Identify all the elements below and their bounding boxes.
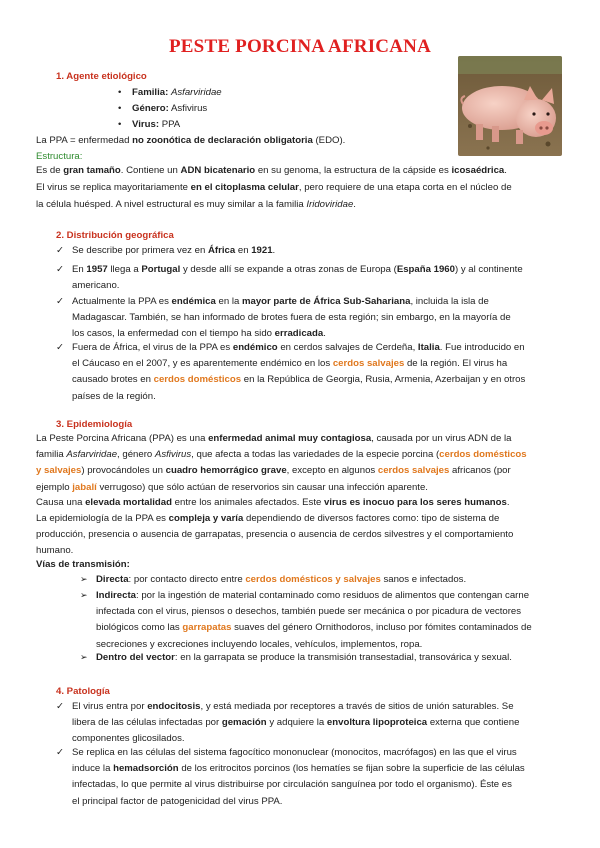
text: libera de las células infectadas por	[72, 717, 222, 729]
section-1-heading: 1. Agente etiológico	[56, 71, 147, 82]
via-indirecta	[96, 589, 564, 652]
virus-label: Virus:	[132, 119, 160, 130]
via-directa	[96, 573, 564, 587]
ppa-bold: no zoonótica de declaración obligatoria	[132, 135, 313, 146]
text: infectada con el virus, piensos o desechos, también puede ser mecánica o por picadura de vectores	[96, 606, 522, 618]
text: , género	[117, 449, 155, 461]
bullet-icon: •	[118, 87, 122, 98]
text-bold: Vías de transmisión:	[36, 559, 130, 570]
text: en su genoma, la estructura de la cápside es	[255, 165, 452, 176]
text-bold: cuadro hemorrágico grave	[165, 465, 287, 477]
text: secreciones y excreciones incluyendo locales, vehículos, implementos, ropa.	[96, 638, 423, 650]
text-italic: Iridoviridae	[306, 199, 354, 211]
text: y adquiere la	[266, 717, 327, 729]
check-icon: ✓	[56, 342, 65, 353]
text-bold: endémica	[171, 296, 216, 307]
text: suaves del género Ornithodoros, incluso por fómites contaminados de	[231, 622, 532, 634]
text: los casos, la enfermedad con el tiempo ha sido	[72, 328, 275, 340]
text: verrugoso) que sólo actúan de reservorios sin causar una infección aparente.	[96, 481, 428, 493]
text: . Fue introducido en	[439, 342, 525, 353]
virus-item	[118, 118, 180, 131]
text: El virus se replica mayoritariamente	[36, 182, 191, 194]
bullet-icon: •	[118, 119, 122, 130]
pato-item-1	[72, 700, 564, 747]
check-icon: ✓	[56, 245, 65, 256]
text: causado brotes en	[72, 374, 154, 386]
check-icon: ✓	[56, 264, 65, 275]
text-bold: Dentro del vector	[96, 652, 175, 663]
text: en	[235, 245, 252, 256]
pig-illustration	[458, 56, 562, 156]
epi-paragraph-3	[36, 512, 564, 559]
text: entre los animales afectados. Este	[172, 497, 324, 508]
text-bold: endocitosis	[147, 701, 201, 712]
highlight: garrapatas	[182, 622, 232, 634]
text: sanos e infectados.	[380, 574, 467, 585]
text: Causa una	[36, 497, 86, 508]
vias-heading	[36, 558, 564, 572]
text-bold: Italia	[417, 342, 440, 353]
text: .	[353, 199, 356, 211]
text: llega a	[107, 264, 142, 275]
highlight: cerdos domésticos y salvajes	[245, 574, 381, 585]
estructura-line-3	[36, 198, 564, 212]
pato-item-2	[72, 746, 564, 809]
text: . Contiene un	[120, 165, 181, 176]
text-bold: gemación	[221, 717, 267, 729]
text-bold: envoltura lipoproteica	[326, 717, 428, 729]
text-italic: Asfarviridae	[66, 449, 118, 461]
text: , y está mediada por receptores a través de sitios de unión saturables. Se	[200, 701, 514, 712]
genero-item	[118, 102, 207, 115]
ppa-text-end: (EDO).	[312, 135, 346, 146]
text: : por contacto directo entre	[128, 574, 246, 585]
text: Actualmente la PPA es	[72, 296, 172, 307]
section-3-heading: 3. Epidemiología	[56, 419, 133, 430]
text: en la República de Georgia, Rusia, Armenia, Azerbaijan y en otros	[241, 374, 526, 386]
text: , que afecta a todas las variedades de la especie porcina (	[191, 449, 440, 461]
genero-value: Asfivirus	[170, 103, 208, 114]
text-bold: Indirecta	[96, 590, 136, 601]
text: , pero requiere de una etapa corta en el núcleo de	[298, 182, 512, 194]
arrow-icon: ➢	[80, 574, 88, 584]
via-vector	[96, 651, 564, 665]
text-bold: hemadsorción	[113, 763, 179, 775]
ppa-definition	[36, 134, 345, 147]
arrow-icon: ➢	[80, 590, 88, 600]
familia-value: Asfarviridae	[170, 87, 222, 98]
highlight: cerdos salvajes	[377, 465, 450, 477]
text: familia	[36, 449, 67, 461]
pig-photo	[458, 56, 562, 156]
text: ) provocándoles un	[81, 465, 166, 477]
text: de la región. El virus ha	[404, 358, 508, 370]
text-bold: España 1960	[396, 264, 455, 275]
genero-label: Género:	[132, 103, 169, 114]
text: ) y al continente	[454, 264, 523, 275]
text-bold: África	[207, 245, 236, 256]
dist-item-2	[72, 263, 564, 293]
text-bold: icosaédrica	[451, 165, 505, 176]
text: El virus entra por	[72, 701, 148, 712]
text: americano.	[72, 280, 120, 292]
text: de los eritrocitos porcinos (los hematíes se fijan sobre la superficie de las células	[178, 763, 525, 775]
text: Madagascar. También, se han informado de brotes fuera de esta región; sin embargo, en la mayoría de	[72, 312, 511, 324]
text: : en la garrapata se produce la transmisión transestadial, transovárica y sexual.	[174, 652, 512, 663]
arrow-icon: ➢	[80, 652, 88, 662]
text-bold: Portugal	[141, 264, 181, 275]
text: La epidemiología de la PPA es	[36, 513, 169, 524]
highlight: y salvajes	[36, 465, 82, 477]
text: el principal factor de patogenicidad del virus PPA.	[72, 795, 283, 807]
text: externa que contiene	[427, 717, 520, 729]
familia-label: Familia:	[132, 87, 169, 98]
text: países de la región.	[72, 390, 156, 402]
text-bold: Directa	[96, 574, 129, 585]
bullet-icon: •	[118, 103, 122, 114]
text: , excepto en algunos	[286, 465, 378, 477]
text-bold: ADN bicatenario	[180, 165, 256, 176]
text: africanos (por	[449, 465, 511, 477]
dist-item-4	[72, 341, 564, 404]
text-bold: gran tamaño	[63, 165, 121, 176]
ppa-text: La PPA = enfermedad	[36, 135, 133, 146]
highlight: jabalí	[72, 481, 97, 493]
text-italic: Asfivirus	[154, 449, 192, 461]
text: humano.	[36, 545, 74, 557]
text: componentes glicosilados.	[72, 733, 185, 745]
highlight: cerdos salvajes	[332, 358, 405, 370]
text: Se replica en las células del sistema fagocítico mononuclear (monocitos, macrófagos) en las que el virus	[72, 747, 517, 758]
text: , incluida la isla de	[410, 296, 489, 307]
text: biológicos como las	[96, 622, 183, 634]
check-icon: ✓	[56, 747, 65, 758]
text: y desde allí se expande a otras zonas de Europa (	[180, 264, 397, 275]
highlight: cerdos domésticos	[439, 449, 527, 461]
estructura-line-1: Es de gran tamaño. Contiene un ADN bicatenario en su genoma, la estructura de la cápside es icosaédrica.	[36, 165, 507, 176]
text: el Cáucaso en el 2007, y es aparentemente endémico en los	[72, 358, 333, 370]
check-icon: ✓	[56, 296, 65, 307]
text: dependiendo de diversos factores como: tipo de sistema de	[243, 513, 500, 524]
text-bold: 1921	[251, 245, 273, 256]
text: Se describe por primera vez en	[72, 245, 208, 256]
page-title: PESTE PORCINA AFRICANA	[169, 36, 431, 57]
estructura-label-text: Estructura	[36, 151, 80, 162]
text: en la	[215, 296, 242, 307]
text: La Peste Porcina Africana (PPA) es una	[36, 433, 209, 444]
check-icon: ✓	[56, 701, 65, 712]
text-bold: erradicada	[274, 328, 324, 340]
text: producción, presencia o ausencia de garrapatas, presencia o ausencia de cerdos silvestres y el comportamiento	[36, 529, 514, 541]
section-4-heading: 4. Patología	[56, 686, 110, 697]
text: infectadas, lo que permite al virus distribuirse por circulación sanguínea por todo el organismo). Éste es	[72, 779, 512, 791]
virus-value: PPA	[161, 119, 181, 130]
estructura-label: Estructura:	[36, 151, 83, 162]
dist-item-1: Se describe por primera vez en África en 1921.	[72, 245, 276, 256]
text: Es de	[36, 165, 64, 176]
text: Fuera de África, el virus de la PPA es	[72, 342, 233, 353]
text-bold: endémico	[232, 342, 278, 353]
epi-paragraph-2: Causa una elevada mortalidad entre los animales afectados. Este virus es inocuo para los seres humanos.	[36, 497, 510, 508]
text-bold: en el citoplasma celular	[190, 182, 299, 194]
text-bold: virus es inocuo para los seres humanos	[323, 497, 507, 508]
text-bold: elevada mortalidad	[85, 497, 172, 508]
text: ejemplo	[36, 481, 73, 493]
estructura-line-2	[36, 181, 564, 195]
dist-item-3: Actualmente la PPA es endémica en la mayor parte de África Sub-Sahariana, incluida la isla de Madagascar. También, se han informado de brotes fuera de esta región; sin embargo, en la mayoría de los casos, la enfermedad con el tiempo ha sido erradicada.	[72, 295, 564, 342]
section-2-heading: 2. Distribución geográfica	[56, 230, 174, 241]
text: la célula huésped. A nivel estructural es muy similar a la familia	[36, 199, 307, 211]
estructura-paragraph	[36, 164, 564, 213]
text: , causada por un virus ADN de la	[371, 433, 512, 444]
familia-item	[118, 86, 222, 99]
text: en cerdos salvajes de Cerdeña,	[277, 342, 418, 353]
text-bold: 1957	[86, 264, 108, 275]
text: induce la	[72, 763, 114, 775]
text: En	[72, 264, 87, 275]
text: : por la ingestión de material contaminado como residuos de alimentos que contengan carne	[136, 590, 530, 601]
text-bold: compleja y varía	[168, 513, 244, 524]
text-bold: mayor parte de África Sub-Sahariana	[241, 296, 411, 307]
text-bold: enfermedad animal muy contagiosa	[208, 433, 372, 444]
highlight: cerdos domésticos	[153, 374, 242, 386]
epi-paragraph-1	[36, 432, 564, 495]
